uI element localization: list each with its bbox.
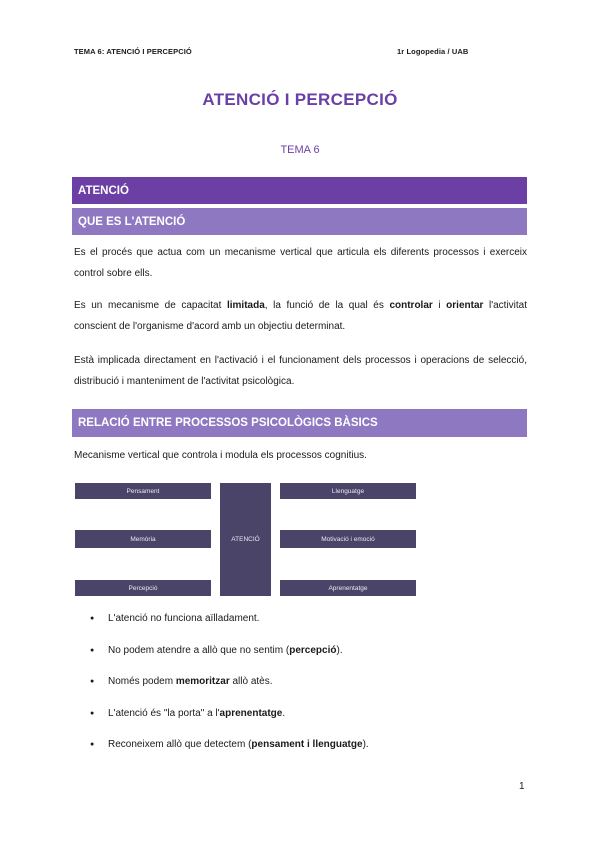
diagram-box-llenguatge: Llenguatge: [280, 483, 416, 499]
header-left: TEMA 6: ATENCIÓ I PERCEPCIÓ: [74, 47, 192, 56]
section-heading-que-es: QUE ES L'ATENCIÓ: [72, 208, 527, 235]
diagram-box-motivacio: Motivació i emoció: [280, 530, 416, 548]
list-item: ● L'atenció és "la porta" a l'aprenentatge.: [90, 707, 510, 739]
document-subtitle: TEMA 6: [280, 144, 320, 156]
paragraph-definition: Es el procés que actua com un mecanisme vertical que articula els diferents processos i exerceix control sobre ells.: [74, 247, 527, 279]
list-item: ● Només podem memoritzar allò atès.: [90, 675, 510, 707]
diagram-box-pensament: Pensament: [75, 483, 211, 499]
list-item: ● No podem atendre a allò que no sentim (percepció).: [90, 644, 510, 676]
diagram-box-percepcio: Percepció: [75, 580, 211, 596]
diagram-box-atencio: ATENCIÓ: [220, 483, 271, 596]
paragraph-implication: Està implicada directament en l'activació i el funcionament dels processos i operacions de selecció, distribució i manteniment de l'activitat psicològica.: [74, 355, 527, 387]
section-heading-atencio: ATENCIÓ: [72, 177, 527, 204]
paragraph-intro: Mecanisme vertical que controla i modula els processos cognitius.: [74, 450, 367, 461]
document-title: ATENCIÓ I PERCEPCIÓ: [202, 90, 398, 109]
list-item: ● Reconeixem allò que detectem (pensament i llenguatge).: [90, 738, 510, 770]
bullet-list: [90, 612, 510, 770]
header-right: 1r Logopedia / UAB: [397, 47, 469, 56]
list-item: ● L'atenció no funciona aïlladament.: [90, 612, 510, 644]
section-heading-relacio: RELACIÓ ENTRE PROCESSOS PSICOLÒGICS BÀSICS: [72, 409, 527, 437]
paragraph-capacity: Es un mecanisme de capacitat limitada, la funció de la qual és controlar i orientar l'activitat conscient de l'organisme d'acord amb un objectiu determinat.: [74, 300, 528, 332]
page-number: 1: [519, 781, 525, 792]
diagram-box-aprenentatge: Aprenentatge: [280, 580, 416, 596]
diagram-box-memoria: Memòria: [75, 530, 211, 548]
